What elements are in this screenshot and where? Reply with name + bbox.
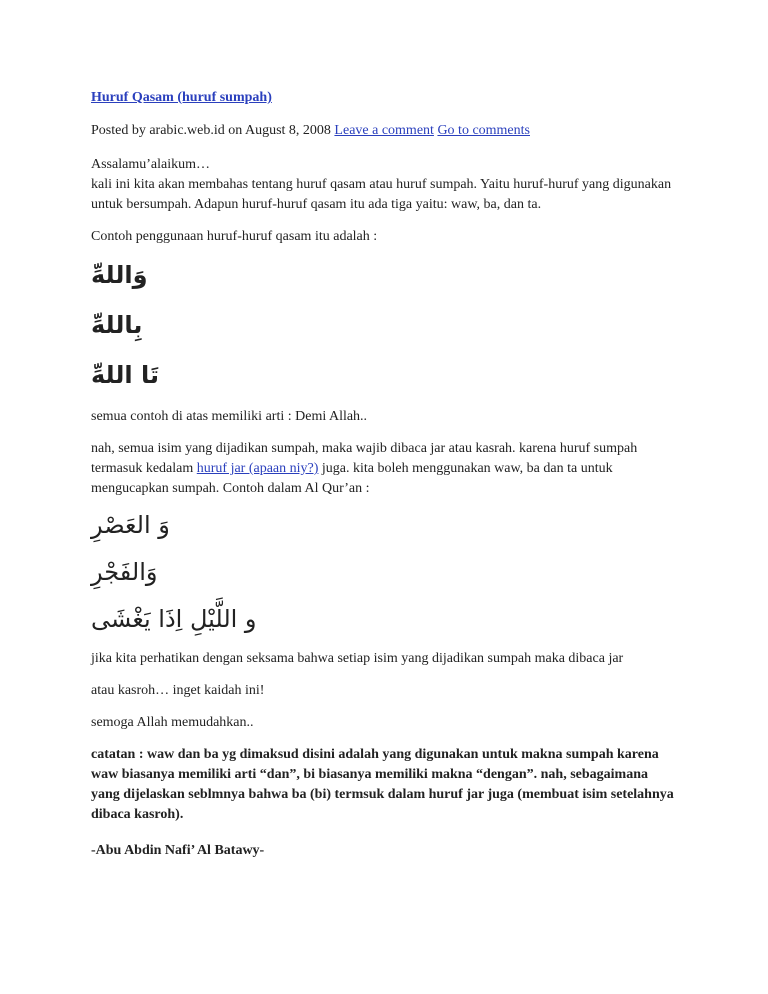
quran-example-fajr: وَالفَجْرِ: [91, 558, 158, 586]
go-to-comments-link[interactable]: Go to comments: [437, 123, 530, 138]
posted-by-text: Posted by arabic.web.id on August 8, 2008: [91, 123, 335, 138]
article-title-link[interactable]: Huruf Qasam (huruf sumpah): [91, 90, 272, 105]
quran-example-lail: و اللَّيْلِ اِذَا يَغْشَى: [91, 605, 257, 633]
greeting-text: Assalamu’alaikum…: [91, 157, 210, 172]
author-signature: -Abu Abdin Nafi’ Al Batawy-: [91, 843, 265, 858]
catatan-paragraph: catatan : waw dan ba yg dimaksud disini adalah yang digunakan untuk makna sumpah karena waw biasanya memiliki arti “dan”, bi biasanya memiliki makna “dengan”. nah, sebagaimana yang dijelaskan seblmnya bahwa ba (bi) termsuk dalam huruf jar juga (membuat isim setelahnya dibaca kasroh).: [91, 747, 674, 822]
example-ba: بِاللهِّ: [91, 311, 143, 339]
note-line-1: jika kita perhatikan dengan seksama bahwa setiap isim yang dijadikan sumpah maka dibaca jar: [91, 651, 624, 666]
intro-paragraph: kali ini kita akan membahas tentang huruf qasam atau huruf sumpah. Yaitu huruf-huruf yang digunakan untuk bersumpah. Adapun huruf-huruf qasam itu ada tiga yaitu: waw, ba, dan ta.: [91, 177, 672, 212]
meaning-text: semua contoh di atas memiliki arti : Demi Allah..: [91, 409, 368, 424]
example-waw: وَاللهِّ: [91, 261, 148, 289]
closing-text: semoga Allah memudahkan..: [91, 715, 254, 730]
explain-after-text: juga. kita boleh menggunakan waw, ba dan ta untuk mengucapkan sumpah. Contoh dalam Al Qur’an :: [91, 461, 613, 496]
quran-example-asr: وَ العَصْرِ: [91, 511, 170, 539]
leave-comment-link[interactable]: Leave a comment: [334, 123, 434, 138]
huruf-jar-link[interactable]: huruf jar (apaan niy?): [196, 461, 319, 476]
example-heading: Contoh penggunaan huruf-huruf qasam itu adalah :: [91, 229, 378, 244]
explain-before-text: nah, semua isim yang dijadikan sumpah, maka wajib dibaca jar atau kasrah. karena huruf sumpah termasuk kedalam: [91, 441, 638, 476]
explain-paragraph: [91, 439, 691, 499]
post-meta: [91, 123, 530, 139]
note-line-2: atau kasroh… inget kaidah ini!: [91, 683, 265, 698]
example-ta: تَا اللهِّ: [91, 361, 159, 389]
